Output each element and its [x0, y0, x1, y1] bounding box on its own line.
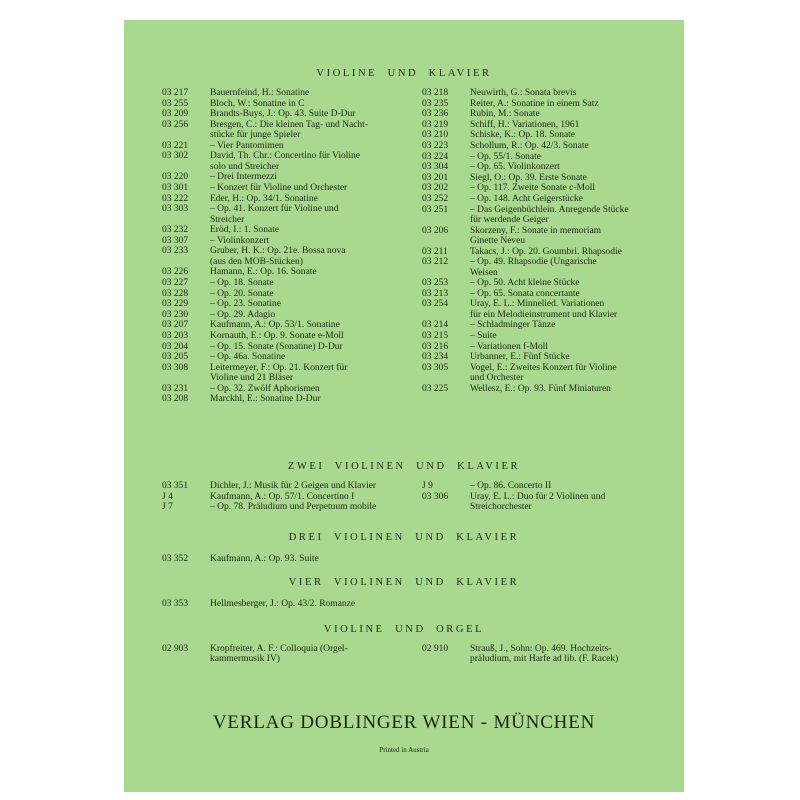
catalog-number: 03 213 [422, 288, 449, 299]
catalog-title-line: – Op. 41. Konzert für Violine und [210, 204, 339, 215]
catalog-entry [422, 320, 652, 330]
catalog-title-line: – Suite [470, 330, 497, 341]
catalog-entry [162, 352, 392, 362]
catalog-entry [162, 151, 392, 172]
catalog-title [210, 644, 392, 665]
publisher-name: VERLAG DOBLINGER WIEN - MÜNCHEN [212, 712, 596, 733]
catalog-title-line: – Op. 23. Sonatine [210, 299, 281, 310]
catalog-title [470, 247, 652, 257]
catalog-entry [422, 257, 652, 278]
catalog-number: 03 215 [422, 330, 449, 341]
catalog-title-line: – Op. 78. Präludium und Perpetuum mobile [210, 502, 377, 513]
catalog-title [210, 183, 392, 193]
catalog-title [210, 599, 392, 609]
catalog-number: 03 207 [162, 320, 189, 331]
catalog-title-line: – Op. 86. Concerto II [470, 481, 552, 491]
catalog-number: 03 205 [162, 352, 189, 363]
catalog-entry [422, 205, 652, 226]
catalog-title-line: – Vier Pantomimen [210, 140, 284, 151]
section-3-left-column [162, 599, 392, 610]
catalog-title-line: Streicher [210, 214, 245, 225]
catalog-title [470, 120, 652, 130]
catalog-title [470, 320, 652, 330]
catalog-number: 03 351 [162, 481, 189, 491]
catalog-title [210, 320, 392, 330]
catalog-title-line: Marckhl, E.: Sonatine D-Dur [210, 394, 321, 405]
catalog-entry [162, 502, 392, 512]
catalog-title [470, 162, 652, 172]
catalog-number: 03 234 [422, 352, 449, 363]
catalog-title [210, 554, 392, 564]
catalog-title-line: – Op. 65. Sonata concertante [470, 288, 580, 299]
catalog-title-line: Schiske, K.: Op. 18. Sonate [470, 130, 576, 141]
catalog-title-line: Brandts-Buys, J.: Op. 43. Suite D-Dur [210, 109, 356, 120]
catalog-title [470, 363, 652, 384]
catalog-title [470, 481, 652, 491]
catalog-title-line: Schollum, R.: Op. 42/3. Sonate [470, 140, 589, 151]
catalog-title [470, 384, 652, 394]
catalog-number: J 9 [422, 481, 433, 491]
catalog-entry [162, 225, 392, 235]
catalog-number: 03 308 [162, 362, 189, 373]
catalog-entry [162, 109, 392, 119]
catalog-title-line: Kaufmann, A.: Op. 93. Suite [210, 554, 319, 564]
catalog-entry [422, 331, 652, 341]
catalog-title-line: – Op. 55/1. Sonate [470, 151, 541, 162]
section-1-right-column [422, 481, 652, 513]
catalog-entry [162, 246, 392, 267]
catalog-title-line: – Konzert für Violine und Orchester [210, 182, 348, 193]
catalog-entry [422, 99, 652, 109]
catalog-entry [162, 183, 392, 193]
catalog-title-line: Ginette Neveu [470, 235, 526, 246]
catalog-number: 03 302 [162, 151, 189, 162]
catalog-number: 03 231 [162, 383, 189, 394]
catalog-number: 03 204 [162, 341, 189, 352]
catalog-title-line: Schiff, H.: Variationen, 1961 [470, 119, 580, 130]
catalog-title-line: Dichler, J.: Musik für 2 Geigen und Klavier [210, 481, 377, 491]
catalog-number: 03 256 [162, 119, 189, 130]
catalog-title [210, 225, 392, 235]
catalog-title [470, 88, 652, 98]
catalog-title-line: und Orchester [470, 373, 524, 384]
catalog-number: 03 236 [422, 109, 449, 120]
catalog-number: 03 214 [422, 320, 449, 331]
catalog-title-line: Uray, E. L.: Minnelied. Variationen [470, 299, 605, 310]
catalog-title-line: – Op. 15. Sonate (Sonatine) D-Dur [210, 341, 343, 352]
catalog-number: 03 223 [422, 140, 449, 151]
catalog-title [470, 205, 652, 226]
catalog-entry [162, 278, 392, 288]
catalog-number: 03 211 [422, 246, 448, 257]
catalog-entry [422, 162, 652, 172]
catalog-number: 03 224 [422, 151, 449, 162]
catalog-number: 03 216 [422, 341, 449, 352]
catalog-title [470, 173, 652, 183]
catalog-number: 03 353 [162, 599, 189, 609]
catalog-title [470, 492, 652, 513]
catalog-title-line: – Op. 46a. Sonatine [210, 352, 286, 363]
catalog-title [210, 141, 392, 151]
catalog-entry [422, 183, 652, 193]
catalog-title [210, 331, 392, 341]
catalog-number: 03 229 [162, 299, 189, 310]
catalog-entry [422, 247, 652, 257]
catalog-title [210, 289, 392, 299]
catalog-title-line: Neuwirth, G.: Sonata brevis [470, 88, 577, 98]
catalog-title [470, 194, 652, 204]
catalog-number: 03 220 [162, 172, 189, 183]
catalog-title-line: (aus den MOB-Stücken) [210, 256, 303, 267]
catalog-title [210, 194, 392, 204]
section-heading-vier-violinen: VIER VIOLINEN UND KLAVIER [288, 577, 520, 588]
catalog-title-line: präludium, mit Harfe ad lib. (F. Racek) [470, 654, 619, 665]
catalog-title-line: Vogel, E.: Zweites Konzert für Violine [470, 362, 617, 373]
catalog-entry [422, 173, 652, 183]
catalog-number: J 7 [162, 502, 173, 513]
catalog-title [470, 352, 652, 362]
section-0-left-column [162, 88, 392, 405]
catalog-title [210, 204, 392, 225]
catalog-entry [422, 130, 652, 140]
catalog-title [470, 644, 652, 665]
catalog-entry [422, 120, 652, 130]
catalog-number: 03 225 [422, 383, 449, 394]
catalog-entry [162, 299, 392, 309]
catalog-title [210, 394, 392, 404]
catalog-title-line: – Variationen f-Moll [470, 341, 548, 352]
catalog-entry [422, 644, 652, 665]
catalog-title-line: Rubin, M.: Sonate [470, 109, 540, 120]
catalog-title [210, 278, 392, 288]
catalog-title-line: Eder, H.: Op. 34/1. Sonatine [210, 193, 318, 204]
catalog-title-line: Kropfreiter, A. F.: Colloquia (Orgel- [210, 644, 348, 654]
catalog-number: 03 255 [162, 98, 189, 109]
catalog-number: 03 228 [162, 288, 189, 299]
catalog-number: 03 251 [422, 204, 449, 215]
catalog-entry [422, 352, 652, 362]
catalog-title-line: – Op. 49. Rhapsodie (Ungarische [470, 257, 597, 268]
catalog-title [470, 289, 652, 299]
catalog-entry [162, 320, 392, 330]
catalog-title-line: – Schladminger Tänze [470, 320, 556, 331]
catalog-title-line: – Op. 50. Acht kleine Stücke [470, 278, 580, 289]
catalog-title-line: – Op. 32. Zwölf Aphorismen [210, 383, 320, 394]
catalog-title [210, 481, 392, 491]
catalog-title [470, 152, 652, 162]
catalog-number: 03 219 [422, 119, 449, 130]
catalog-title-line: – Op. 29. Adagio [210, 309, 276, 320]
catalog-title-line: Leitermeyer, F.: Op. 21. Konzert für [210, 362, 348, 373]
catalog-title [470, 183, 652, 193]
catalog-number: 03 212 [422, 257, 449, 268]
catalog-title [210, 492, 392, 502]
section-0-right-column [422, 88, 652, 394]
section-heading-zwei-violinen: ZWEI VIOLINEN UND KLAVIER [287, 461, 521, 472]
catalog-number: 03 202 [422, 183, 449, 194]
catalog-entry [422, 363, 652, 384]
catalog-title-line: Bauernfeind, H.: Sonatine [210, 88, 310, 98]
catalog-title-line: – Violinkonzert [210, 235, 270, 246]
catalog-entry [162, 342, 392, 352]
catalog-entry [162, 267, 392, 277]
section-heading-violine-orgel: VIOLINE UND ORGEL [323, 624, 485, 635]
catalog-entry [422, 226, 652, 247]
catalog-number: 03 304 [422, 162, 449, 173]
catalog-title-line: Urbanner, E.: Fünf Stücke [470, 352, 570, 363]
catalog-title-line: Gruber, H. K.: Op. 21e. Bossa nova [210, 246, 346, 257]
catalog-entry [162, 394, 392, 404]
catalog-entry [422, 194, 652, 204]
catalog-title [470, 331, 652, 341]
catalog-number: 03 227 [162, 277, 189, 288]
catalog-sheet [124, 20, 684, 792]
catalog-title-line: – Op. 148. Acht Geigerstücke [470, 193, 583, 204]
catalog-entry [422, 492, 652, 513]
catalog-entry [162, 331, 392, 341]
catalog-number: 03 233 [162, 246, 189, 257]
catalog-title [470, 99, 652, 109]
catalog-title [470, 109, 652, 119]
catalog-number: 03 235 [422, 98, 449, 109]
catalog-title [470, 342, 652, 352]
catalog-entry [422, 384, 652, 394]
catalog-title-line: Streichorchester [470, 502, 532, 512]
catalog-entry [422, 289, 652, 299]
catalog-entry [162, 172, 392, 182]
catalog-title [470, 257, 652, 278]
catalog-title-line: solo und Streicher [210, 161, 280, 172]
catalog-number: 03 222 [162, 193, 189, 204]
catalog-number: 03 206 [422, 225, 449, 236]
catalog-title-line: Hamann, E.: Op. 16. Sonate [210, 267, 317, 278]
catalog-title [210, 109, 392, 119]
catalog-entry [422, 299, 652, 320]
catalog-title-line: für werdende Geiger [470, 214, 549, 225]
catalog-entry [162, 141, 392, 151]
catalog-title-line: Siegl, O.: Op. 39. Erste Sonate [470, 172, 587, 183]
catalog-number: 03 201 [422, 172, 449, 183]
catalog-number: 03 209 [162, 109, 189, 120]
catalog-title-line: – Op. 65. Violinkonzert [470, 162, 560, 173]
catalog-title-line: Uray, E. L.: Duo für 2 Violinen und [470, 491, 606, 502]
catalog-title [210, 363, 392, 384]
catalog-number: 03 218 [422, 88, 449, 98]
catalog-entry [162, 363, 392, 384]
catalog-title-line: Hellmesberger, J.: Op. 43/2. Romanze [210, 599, 356, 609]
catalog-entry [162, 310, 392, 320]
catalog-number: 03 230 [162, 309, 189, 320]
catalog-number: 03 303 [162, 204, 189, 215]
catalog-number: 03 253 [422, 278, 449, 289]
catalog-title-line: – Op. 20. Sonate [210, 288, 274, 299]
catalog-title-line: Wellesz, E.: Op. 93. Fünf Miniaturen [470, 383, 611, 394]
catalog-title [210, 246, 392, 267]
catalog-entry [422, 88, 652, 98]
catalog-number: 02 910 [422, 644, 449, 654]
catalog-number: 03 252 [422, 193, 449, 204]
catalog-number: 03 254 [422, 299, 449, 310]
catalog-number: 03 301 [162, 182, 189, 193]
catalog-entry [162, 99, 392, 109]
catalog-title [210, 151, 392, 172]
catalog-title [470, 278, 652, 288]
catalog-title [210, 352, 392, 362]
catalog-entry [422, 278, 652, 288]
catalog-title [210, 384, 392, 394]
catalog-title-line: Reiter, A.: Sonatine in einem Satz [470, 98, 599, 109]
catalog-title-line: – Op. 18. Sonate [210, 277, 274, 288]
catalog-title [470, 130, 652, 140]
catalog-title-line: Kaufmann, A.: Op. 53/1. Sonatine [210, 320, 340, 331]
catalog-entry [422, 109, 652, 119]
catalog-title-line: Kornauth, E.: Op. 9. Sonate e-Moll [210, 330, 344, 341]
catalog-title [210, 502, 392, 512]
catalog-number: 03 232 [162, 225, 189, 236]
catalog-title-line: Eröd, I.: 1. Sonate [210, 225, 280, 236]
catalog-entry [422, 342, 652, 352]
catalog-entry [162, 492, 392, 502]
catalog-title [210, 267, 392, 277]
catalog-title-line: – Das Geigenbüchlein. Anregende Stücke [470, 204, 629, 215]
catalog-entry [162, 204, 392, 225]
catalog-number: 03 226 [162, 267, 189, 278]
catalog-number: 03 306 [422, 491, 449, 502]
catalog-number: 03 352 [162, 554, 189, 564]
catalog-title [210, 236, 392, 246]
catalog-title-line: Takacs, J.: Op. 20. Goumbri. Rhapsodie [470, 246, 622, 257]
catalog-title [210, 120, 392, 141]
catalog-title-line: Bresgen, C.: Die kleinen Tag- und Nacht- [210, 119, 368, 130]
catalog-entry [162, 554, 392, 564]
section-1-left-column [162, 481, 392, 513]
catalog-title-line: Skorzeny, F.: Sonate in memoriam [470, 225, 602, 236]
catalog-title-line: stücke für junge Spieler [210, 130, 301, 141]
catalog-number: 03 305 [422, 362, 449, 373]
section-heading-drei-violinen: DREI VIOLINEN UND KLAVIER [288, 532, 520, 543]
catalog-entry [162, 384, 392, 394]
catalog-entry [422, 481, 652, 491]
catalog-title [470, 141, 652, 151]
catalog-number: 03 307 [162, 235, 189, 246]
catalog-entry [162, 194, 392, 204]
catalog-entry [162, 289, 392, 299]
catalog-title-line: Strauß, J., Sohn: Op. 469. Hochzeits- [470, 644, 612, 654]
catalog-entry [162, 481, 392, 491]
catalog-number: 02 903 [162, 644, 189, 654]
section-4-right-column [422, 644, 652, 665]
catalog-number: 03 208 [162, 394, 189, 405]
catalog-title-line: David, Th. Chr.: Concertino für Violine [210, 151, 361, 162]
catalog-title [210, 310, 392, 320]
catalog-number: 03 210 [422, 130, 449, 141]
catalog-number: 03 217 [162, 88, 189, 98]
catalog-title [210, 88, 392, 98]
catalog-title [210, 172, 392, 182]
catalog-title-line: – Drei Intermezzi [210, 172, 277, 183]
catalog-entry [162, 88, 392, 98]
catalog-title-line: Weisen [470, 267, 498, 278]
catalog-title [470, 226, 652, 247]
catalog-number: 03 203 [162, 330, 189, 341]
catalog-title-line: für ein Melodieinstrument und Klavier [470, 309, 618, 320]
catalog-number: 03 221 [162, 140, 189, 151]
catalog-title [470, 299, 652, 320]
catalog-title-line: kammermusik IV) [210, 654, 280, 665]
catalog-title [210, 342, 392, 352]
section-heading-violine-klavier: VIOLINE UND KLAVIER [316, 68, 492, 79]
printed-in-note: Printed in Austria [379, 746, 429, 754]
catalog-entry [422, 152, 652, 162]
catalog-entry [162, 599, 392, 609]
catalog-title [210, 299, 392, 309]
catalog-entry [422, 141, 652, 151]
catalog-entry [162, 236, 392, 246]
catalog-title-line: Bloch, W.: Sonatine in C [210, 98, 305, 109]
catalog-number: J 4 [162, 491, 173, 502]
catalog-title-line: Kaufmann, A.: Op. 57/1. Concertino I [210, 491, 355, 502]
catalog-entry [162, 644, 392, 665]
catalog-title-line: Violine und 21 Bläser [210, 373, 294, 384]
section-2-left-column [162, 554, 392, 565]
section-4-left-column [162, 644, 392, 665]
catalog-title [210, 99, 392, 109]
catalog-title-line: – Op. 117. Zweite Sonate c-Moll [470, 183, 595, 194]
catalog-entry [162, 120, 392, 141]
